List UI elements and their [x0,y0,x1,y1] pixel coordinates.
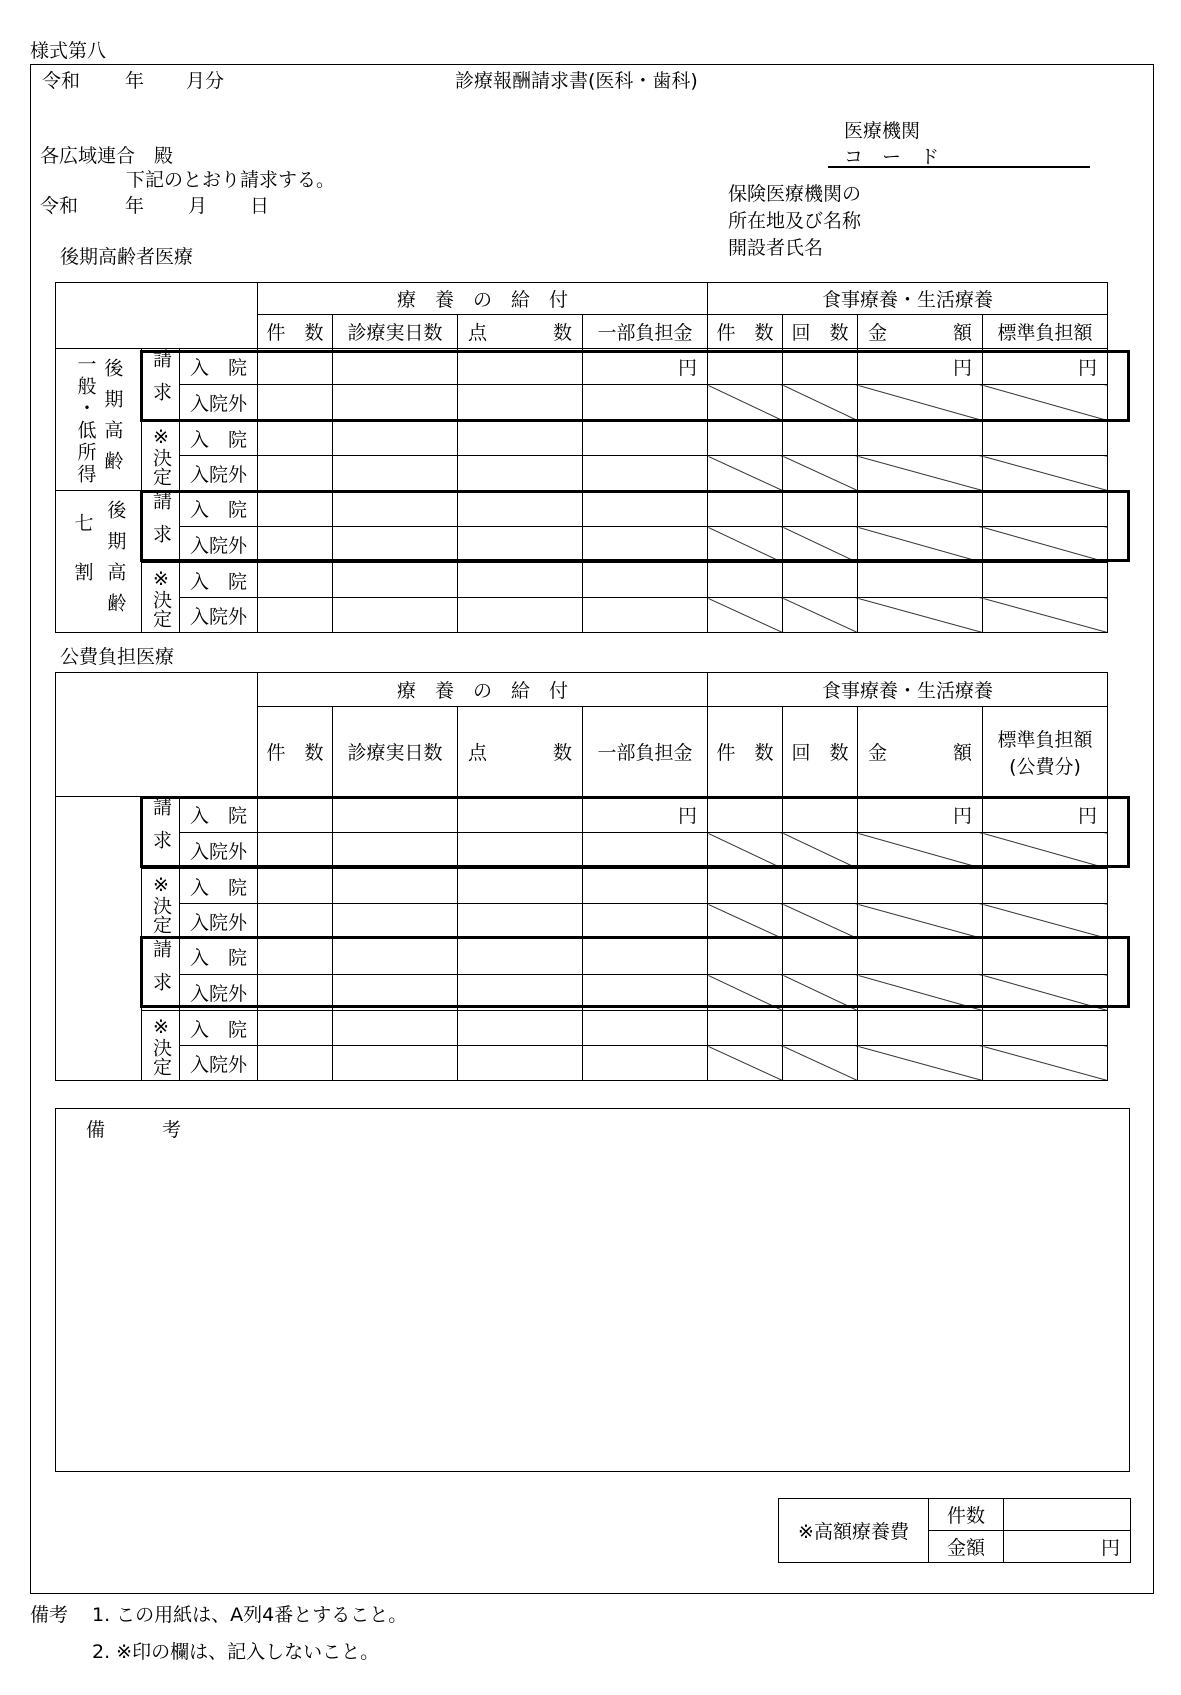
row-label: 入 院 外 [180,833,258,869]
col-meal-cases: 件 数 [708,707,783,797]
decision-label: ※決定 [142,1011,180,1081]
decision-label: ※決定 [142,421,180,491]
group-seventy-inner: 後期高齢 [104,499,127,624]
table-row [56,797,1108,833]
remarks-box[interactable] [55,1108,1130,1472]
row-label: 入 院 [180,797,258,833]
claim-label: 請求 [142,939,180,1011]
col-times: 回 数 [783,707,858,797]
copay-yen[interactable]: 円 [583,349,708,385]
group-general-inner: 後期高齢 [101,357,124,482]
table-row [56,598,1108,633]
public-group-blank [56,797,142,1081]
section2-title: 公費負担医療 [60,646,175,668]
high-cost-count-field[interactable] [1004,1499,1131,1531]
footnote-prefix: 備考 [30,1604,69,1626]
benefit-header: 療 養 の 給 付 [258,283,708,315]
col-times: 回 数 [783,315,858,349]
remarks-title: 備 考 [86,1119,182,1141]
benefit-header: 療 養 の 給 付 [258,673,708,707]
table-row [56,1011,1108,1046]
col-points: 点 数 [458,707,583,797]
col-days: 診療実日数 [333,315,458,349]
table-corner [56,673,258,797]
std-yen[interactable]: 円 [983,349,1108,385]
addressee: 各広域連合 殿 [40,145,174,167]
table-corner [56,283,258,349]
claim-label: 請求 [142,797,180,869]
date-day: 日 [250,195,270,217]
row-label: 入 院 外 [180,598,258,633]
table-row [56,491,1108,527]
high-cost-label: ※高額療養費 [779,1499,929,1563]
std-yen[interactable]: 円 [983,797,1108,833]
form-number: 様式第八 [30,40,107,62]
copay-yen[interactable]: 円 [583,797,708,833]
claim-label: 請求 [142,349,180,421]
table-row [56,833,1108,869]
row-label: 入 院 [180,349,258,385]
table-row [56,975,1108,1011]
row-label: 入 院 [180,869,258,904]
row-label: 入 院 [180,421,258,456]
founder-label: 開設者氏名 [728,237,824,259]
row-label: 入 院 外 [180,456,258,491]
col-amount: 金 額 [858,707,983,797]
row-label: 入 院 [180,1011,258,1046]
location-label-2: 所在地及び名称 [728,210,862,232]
table-row [56,563,1108,598]
period-year: 年 [125,70,145,92]
table-row [56,939,1108,975]
group-general [56,349,142,491]
high-cost-amount-label: 金額 [929,1531,1004,1563]
row-label: 入 院 外 [180,1046,258,1081]
institution-code-label-1: 医療機関 [844,120,921,142]
table-row [56,527,1108,563]
table-row [56,349,1108,385]
row-label: 入 院 外 [180,904,258,939]
meal-header: 食事療養・生活療養 [708,283,1108,315]
period-month: 月分 [186,70,225,92]
high-cost-table [778,1498,1131,1563]
col-copay: 一部負担金 [583,707,708,797]
table-row [56,421,1108,456]
date-era: 令和 [40,195,79,217]
footnote-2: 2. ※印の欄は、記入しないこと。 [92,1641,380,1663]
col-std-burden: 標準負担額 [983,315,1108,349]
col-cases: 件 数 [258,315,333,349]
col-cases: 件 数 [258,707,333,797]
row-label: 入 院 [180,563,258,598]
col-days: 診療実日数 [333,707,458,797]
col-amount: 金 額 [858,315,983,349]
location-label-1: 保険医療機関の [728,183,862,205]
row-label: 入 院 [180,939,258,975]
public-expense-table [55,672,1108,1081]
request-text: 下記のとおり請求する。 [126,169,336,191]
col-points: 点 数 [458,315,583,349]
decision-label: ※決定 [142,563,180,633]
decision-label: ※決定 [142,869,180,939]
form-title: 診療報酬請求書(医科・歯科) [455,70,698,92]
high-cost-amount-field[interactable]: 円 [1004,1531,1131,1563]
institution-code-label-2: コ ー ド [844,146,940,168]
group-general-outer: 一般・低所得 [74,353,97,486]
table-row [56,456,1108,491]
row-label: 入 院 [180,491,258,527]
col-copay: 一部負担金 [583,315,708,349]
institution-code-field[interactable] [828,166,1090,168]
table-row [56,904,1108,939]
table-row [56,1046,1108,1081]
group-seventy-outer: 七割 [71,512,94,611]
row-label: 入 院 外 [180,385,258,421]
col-std-burden-public: 標準負担額 (公費分) [983,707,1108,797]
footnote-1: 1. この用紙は、A列4番とすること。 [92,1604,408,1626]
late-elderly-table [55,282,1108,633]
amount-yen[interactable]: 円 [858,349,983,385]
meal-header: 食事療養・生活療養 [708,673,1108,707]
row-label: 入 院 外 [180,527,258,563]
date-year: 年 [125,195,145,217]
period-era: 令和 [42,70,81,92]
amount-yen[interactable]: 円 [858,797,983,833]
table-row [56,385,1108,421]
date-month: 月 [188,195,208,217]
claim-label: 請求 [142,491,180,563]
high-cost-count-label: 件数 [929,1499,1004,1531]
group-seventy [56,491,142,633]
col-meal-cases: 件 数 [708,315,783,349]
table-row [56,869,1108,904]
section1-title: 後期高齢者医療 [60,246,194,268]
row-label: 入 院 外 [180,975,258,1011]
